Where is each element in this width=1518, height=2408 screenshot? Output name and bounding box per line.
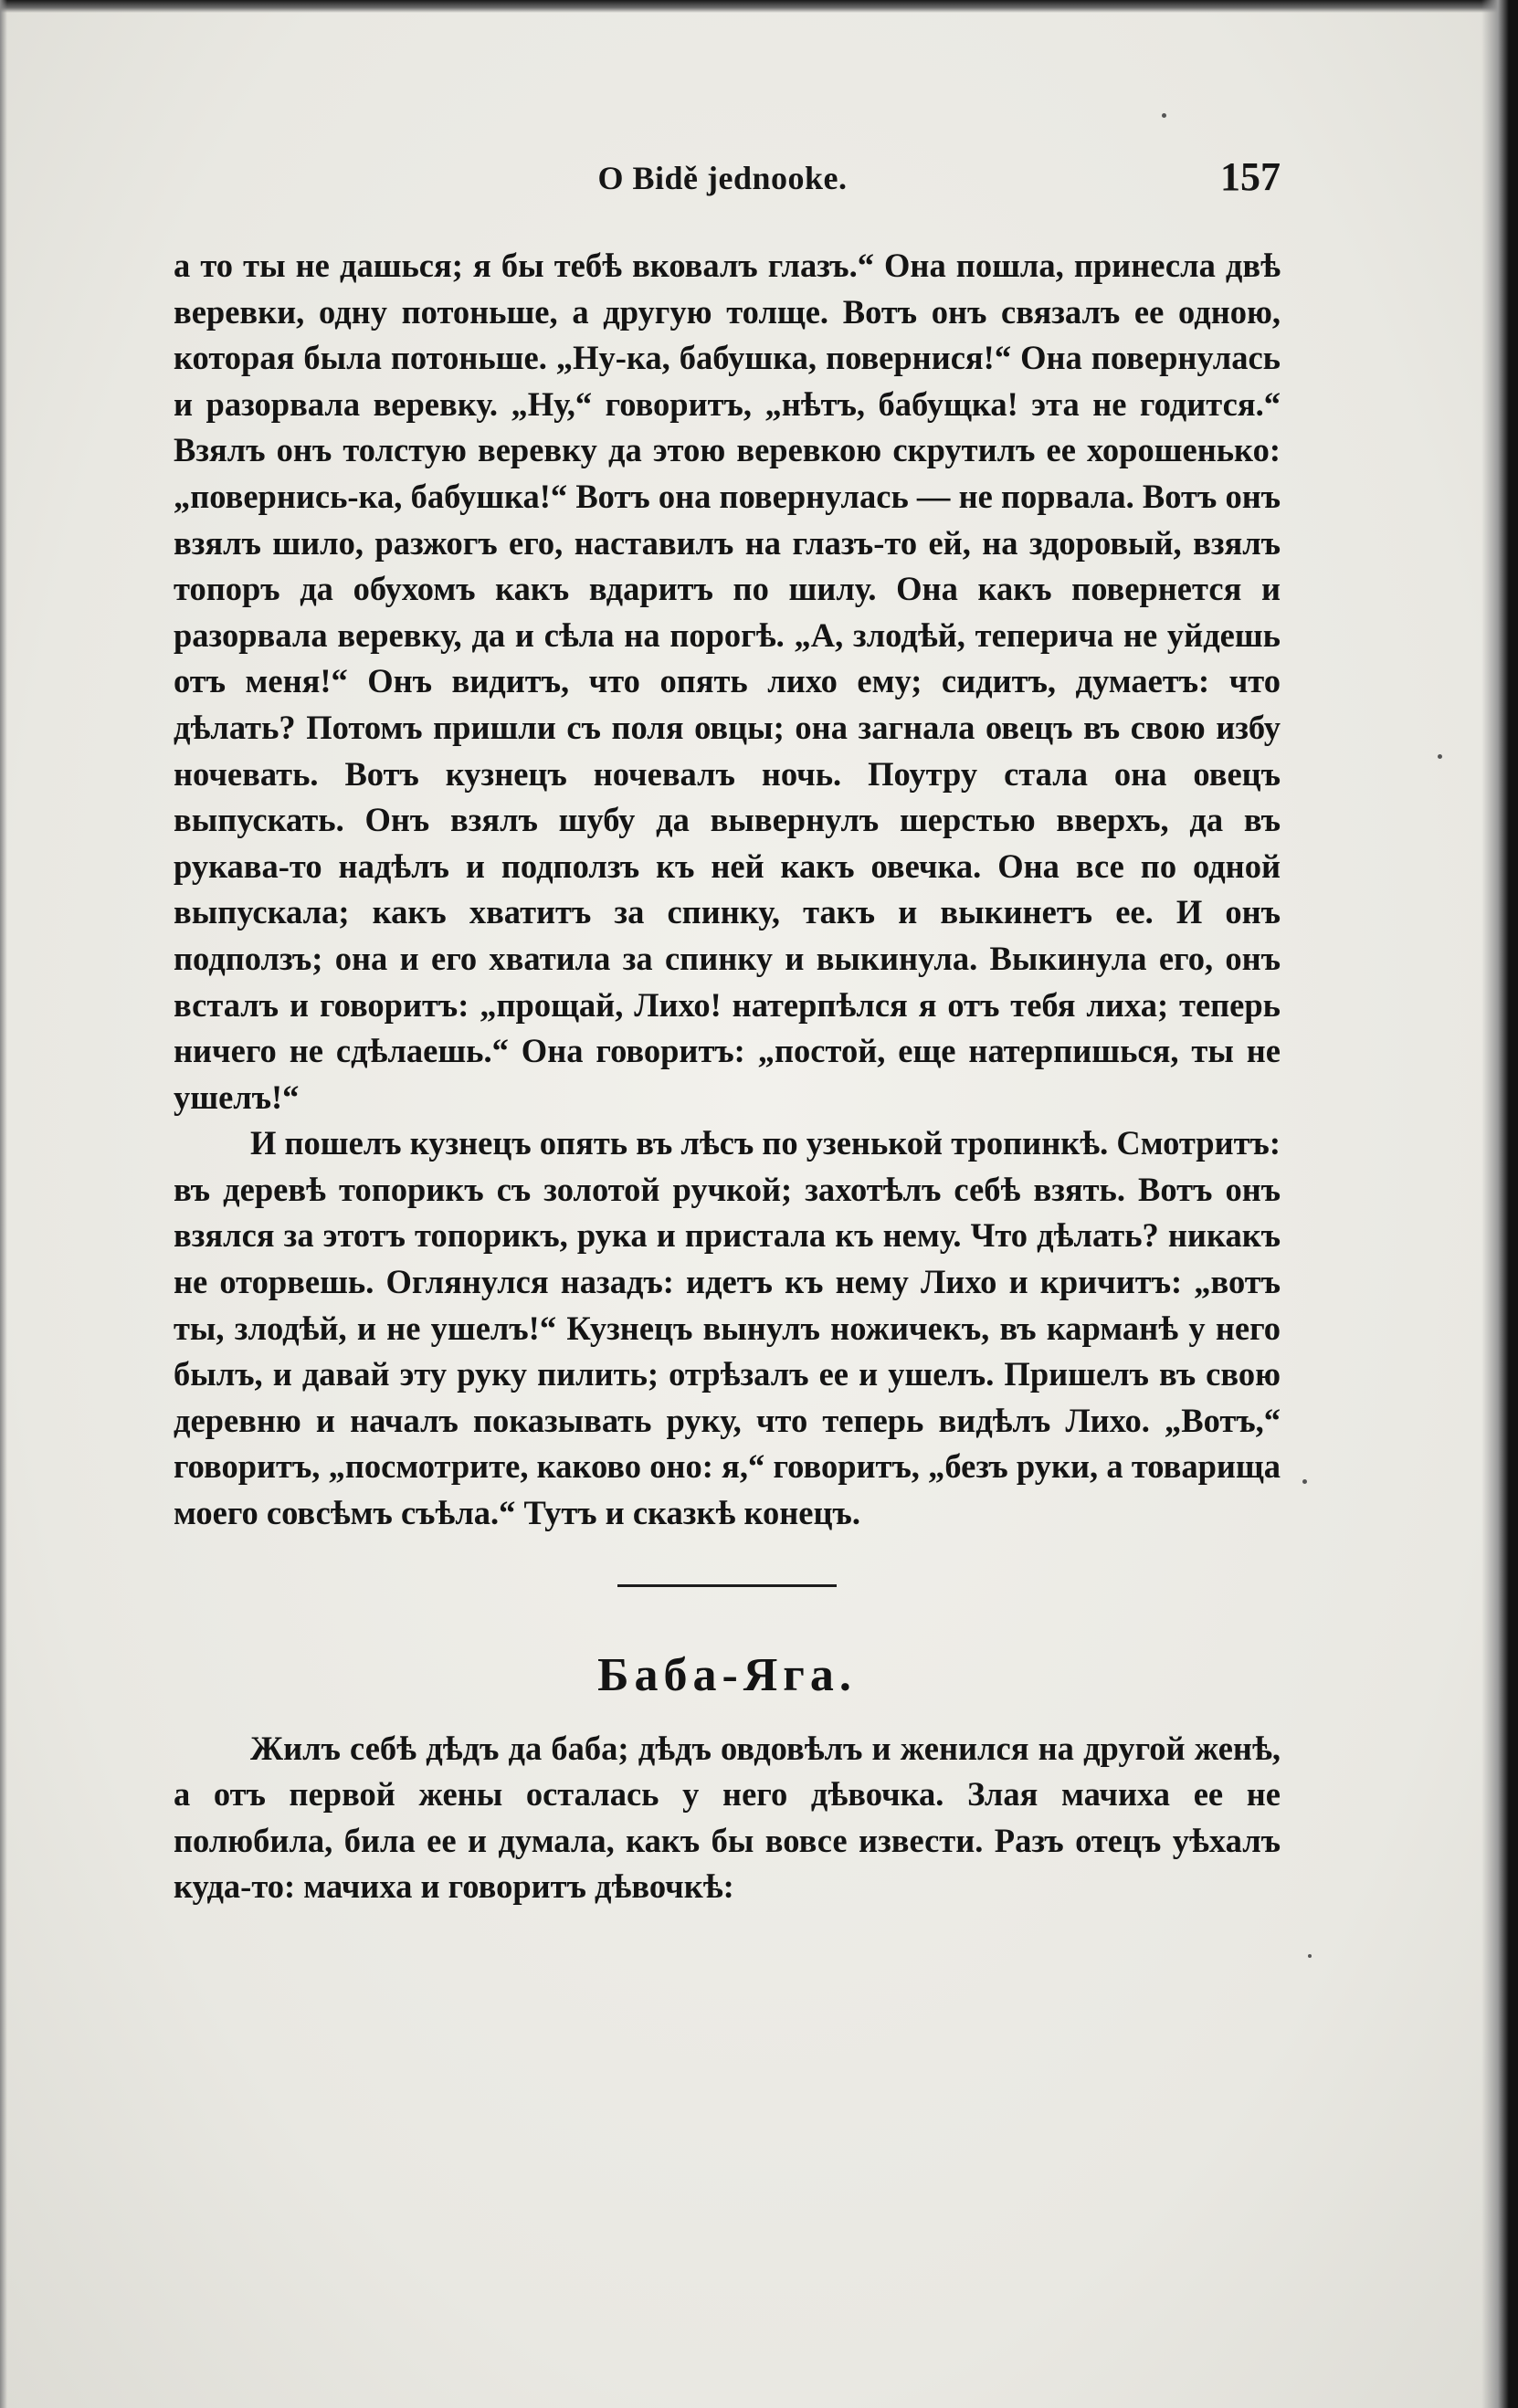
- running-head: O Bidě jednooke.: [597, 160, 848, 196]
- section-divider: [617, 1584, 837, 1587]
- paper-speck: [1308, 1954, 1312, 1958]
- paper-speck: [1438, 754, 1442, 759]
- page-number: 157: [1220, 154, 1281, 199]
- section-title: Баба-Яга.: [597, 1648, 857, 1701]
- page-header: [164, 153, 1281, 208]
- scan-edge-right: [1481, 0, 1518, 2408]
- scan-edge-top: [0, 0, 1518, 13]
- story1-paragraph-2: И пошелъ кузнецъ опять въ лѣсъ по узенькой тропинкѣ. Смотритъ: въ деревѣ топорикъ съ золотой ручкой; захотѣлъ себѣ взять. Вотъ онъ взялся за этотъ топорикъ, рука и пристала къ нему. Что дѣлать? никакъ не оторвешь. Оглянулся назадъ: идетъ къ нему Лихо и кричитъ: „вотъ ты, злодѣй, и не ушелъ!“ Кузнецъ вынулъ ножичекъ, въ карманѣ у него былъ, и давай эту руку пилить; отрѣзалъ ее и ушелъ. Пришелъ въ свою деревню и началъ показывать руку, что теперь видѣлъ Лихо. „Вотъ,“ говоритъ, „посмотрите, каково оно: я,“ говоритъ, „безъ руки, а товарища моего совсѣмъ съѣла.“ Тутъ и сказкѣ конецъ.: [174, 1124, 1281, 1532]
- scan-edge-left: [0, 0, 7, 2408]
- page-body: [174, 243, 1281, 1910]
- story1-paragraph-1: а то ты не дашься; я бы тебѣ вковалъ глазъ.“ Она пошла, принесла двѣ веревки, одну потоньше, а другую толще. Вотъ онъ связалъ ее одною, которая была потоньше. „Ну-ка, бабушка, повернися!“ Она повернулась и разорвала веревку. „Ну,“ говоритъ, „нѣтъ, бабущка! эта не годится.“ Взялъ онъ толстую веревку да этою веревкою скрутилъ ее хорошенько: „повернись-ка, бабушка!“ Вотъ она повернулась — не порвала. Вотъ онъ взялъ шило, разжогъ его, наставилъ на глазъ-то ей, на здоровый, взялъ топоръ да обухомъ какъ вдаритъ по шилу. Она какъ повернется и разорвала веревку, да и сѣла на порогѣ. „А, злодѣй, теперича не уйдешь отъ меня!“ Онъ видитъ, что опять лихо ему; сидитъ, думаетъ: что дѣлать? Потомъ пришли съ поля овцы; она загнала овецъ въ свою избу ночевать. Вотъ кузнецъ ночевалъ ночь. Поутру стала она овецъ выпускать. Онъ взялъ шубу да вывернулъ шерстью вверхъ, да въ рукава-то надѣлъ и подползъ къ ней какъ овечка. Она все по одной выпускала; какъ хватитъ за спинку, такъ и выкинетъ ее. И онъ подползъ; она и его хватила за спинку и выкинула. Выкинула его, онъ всталъ и говоритъ: „прощай, Лихо! натерпѣлся я отъ тебя лиха; теперь ничего не сдѣлаешь.“ Она говоритъ: „постой, еще натерпишься, ты не ушелъ!“: [174, 247, 1281, 1116]
- paper-speck: [1162, 113, 1166, 118]
- story2-paragraph-1: Жилъ себѣ дѣдъ да баба; дѣдъ овдовѣлъ и женился на другой женѣ, а отъ первой жены осталась у него дѣвочка. Злая мачиха ее не полюбила, била ее и думала, какъ бы вовсе извести. Разъ отецъ уѣхалъ куда-то: мачиха и говоритъ дѣвочкѣ:: [174, 1729, 1281, 1906]
- paper-speck: [1302, 1479, 1307, 1484]
